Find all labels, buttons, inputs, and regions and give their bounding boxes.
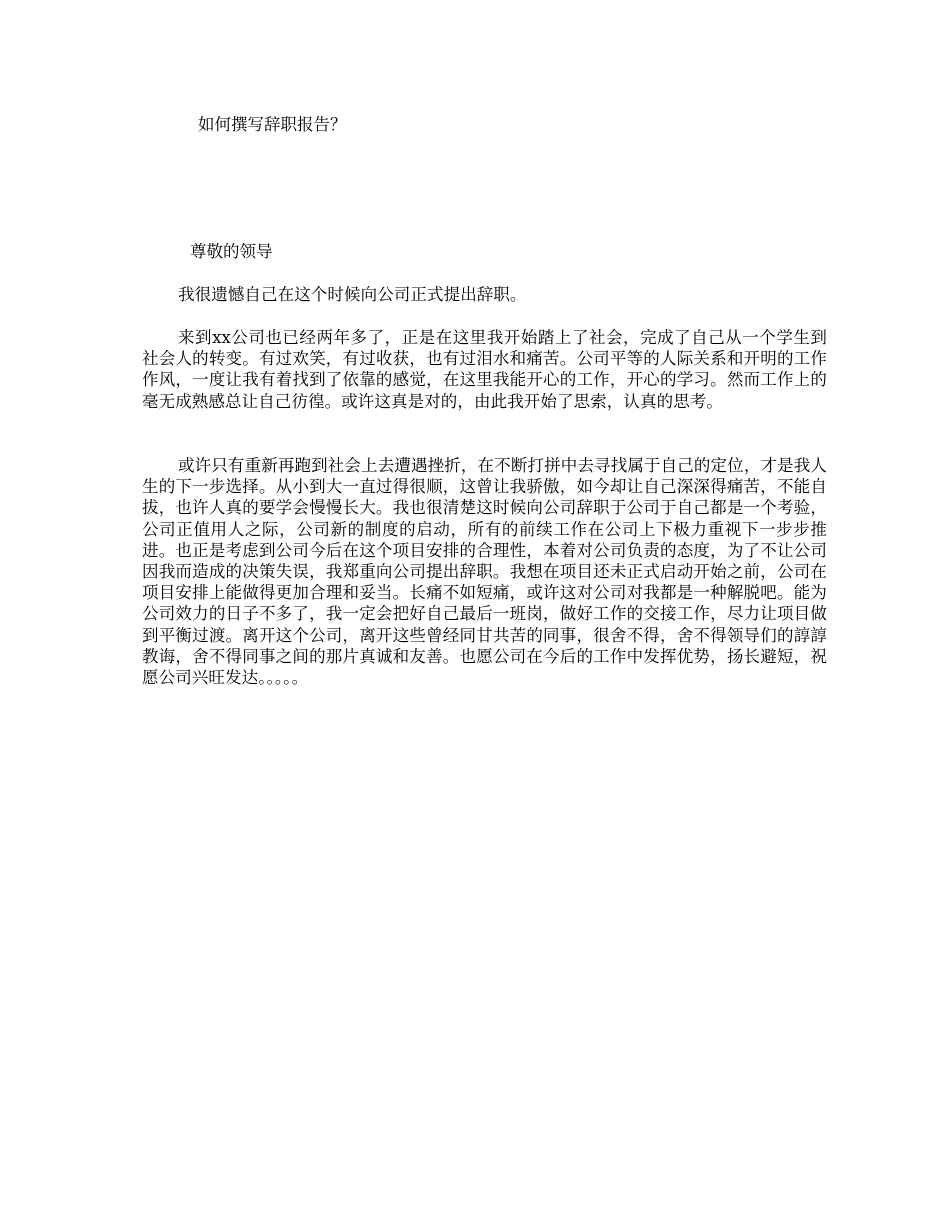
document-title: 如何撰写辞职报告？ [198,115,347,134]
paragraph-2: 来到xx公司也已经两年多了，正是在这里我开始踏上了社会，完成了自己从一个学生到社会人的转变。有过欢笑，有过收获，也有过泪水和痛苦。公司平等的人际关系和开明的工作作风，一度让我有着找到了依靠的感觉，在这里我能开心的工作，开心的学习。然而工作上的毫无成熟感总让自己彷徨。或许这真是对的，由此我开始了思索，认真的思考。 [142,328,827,411]
paragraph-3: 或许只有重新再跑到社会上去遭遇挫折，在不断打拼中去寻找属于自己的定位，才是我人生的下一步选择。从小到大一直过得很顺，这曾让我骄傲，如今却让自己深深得痛苦，不能自拔，也许人真的要学会慢慢长大。我也很清楚这时候向公司辞职于公司于自己都是一个考验，公司正值用人之际，公司新的制度的启动，所有的前续工作在公司上下极力重视下一步步推进。也正是考虑到公司今后在这个项目安排的合理性，本着对公司负责的态度，为了不让公司因我而造成的决策失误，我郑重向公司提出辞职。我想在项目还未正式启动开始之前，公司在项目安排上能做得更加合理和妥当。长痛不如短痛，或许这对公司对我都是一种解脱吧。能为公司效力的日子不多了，我一定会把好自己最后一班岗，做好工作的交接工作，尽力让项目做到平衡过渡。离开这个公司，离开这些曾经同甘共苦的同事，很舍不得，舍不得领导们的諄諄教诲，舍不得同事之间的那片真诚和友善。也愿公司在今后的工作中发挥优势，扬长避短，祝愿公司兴旺发达。。。。。 [142,456,827,688]
salutation: 尊敬的领导 [190,242,273,261]
paragraph-1: 我很遗憾自己在这个时候向公司正式提出辞职。 [178,285,527,304]
